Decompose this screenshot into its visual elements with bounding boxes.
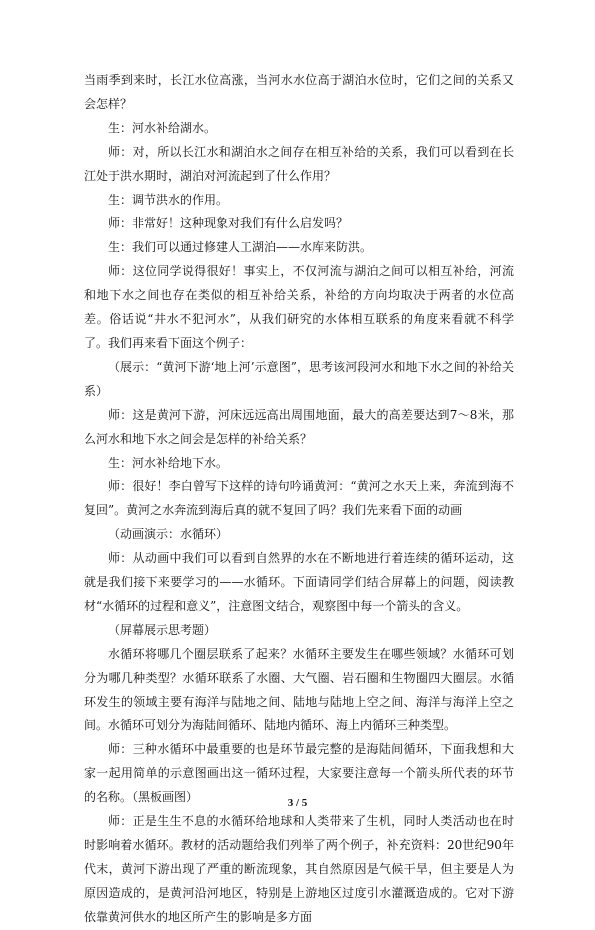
paragraph: 生：我们可以通过修建人工湖泊——水库来防洪。 xyxy=(108,240,373,255)
paragraph: 师：这位同学说得很好！事实上，不仅河流与湖泊之间可以相互补给，河流和地下水之间也存在类似的相互补给关系，补给的方向均取决于两者的水位高差。俗话说“井水不犯河水”，从我们研究的水体相互联系的角度来看就不科学了。我们再来看下面这个例子： xyxy=(84,264,514,350)
paragraph: 师：正是生生不息的水循环给地球和人类带来了生机，同时人类活动也在时时影响着水循环。教材的活动题给我们列举了两个例子，补充资料：20世纪90年代末，黄河下游出现了严重的断流现象，其自然原因是气候干旱，但主要是人为原因造成的，是黄河沿河地区，特别是上游地区过度引水灌溉造成的。它对下游依靠黄河供水的地区所产生的影响是多方面 xyxy=(84,814,514,924)
paragraph: 水循环将哪几个圈层联系了起来？水循环主要发生在哪些领域？水循环可划分为哪几种类型？水循环联系了水圈、大气圈、岩石圈和生物圈四大圈层。水循环发生的领域主要有海洋与陆地之间、陆地与陆地上空之间、海洋与海洋上空之间。水循环可划分为海陆间循环、陆地内循环、海上内循环三种类型。 xyxy=(84,646,514,733)
paragraph: 师：从动画中我们可以看到自然界的水在不断地进行着连续的循环运动，这就是我们接下来要学习的——水循环。下面请同学们结合屏幕上的问题，阅读教材“水循环的过程和意义”，注意图文结合，观察图中每一个箭头的含义。 xyxy=(84,551,514,613)
paragraph: （屏幕展示思考题） xyxy=(108,622,217,637)
paragraph: 生：河水补给地下水。 xyxy=(108,455,229,470)
paragraph: 师：很好！李白曾写下这样的诗句吟诵黄河：“黄河之水天上来，奔流到海不复回”。黄河之水奔流到海后真的就不复回了吗？我们先来看下面的动画 xyxy=(84,479,514,518)
paragraph: 生：河水补给湖水。 xyxy=(108,120,217,135)
paragraph: 师：这是黄河下游，河床远远高出周围地面，最大的高差要达到7～8米，那么河水和地下水之间会是怎样的补给关系？ xyxy=(84,407,514,446)
paragraph: （展示：“黄河下游‘地上河’示意图”，思考该河段河水和地下水之间的补给关系） xyxy=(84,359,514,398)
paragraph: （动画演示：水循环） xyxy=(108,527,229,542)
paragraph: 生：调节洪水的作用。 xyxy=(108,192,229,207)
page-number: 3 / 5 xyxy=(287,797,308,809)
paragraph: 当雨季到来时，长江水位高涨，当河水水位高于湖泊水位时，它们之间的关系又会怎样？ xyxy=(84,73,514,111)
paragraph: 师：三种水循环中最重要的也是环节最完整的是海陆间循环，下面我想和大家一起用简单的示意图画出这一循环过程，大家要注意每一个箭头所代表的环节的名称。（黑板画图） xyxy=(84,742,514,805)
paragraph: 师：对，所以长江水和湖泊水之间存在相互补给的关系，我们可以看到在长江处于洪水期时，湖泊对河流起到了什么作用？ xyxy=(84,144,514,183)
paragraph: 师：非常好！这种现象对我们有什么启发吗？ xyxy=(108,216,349,231)
